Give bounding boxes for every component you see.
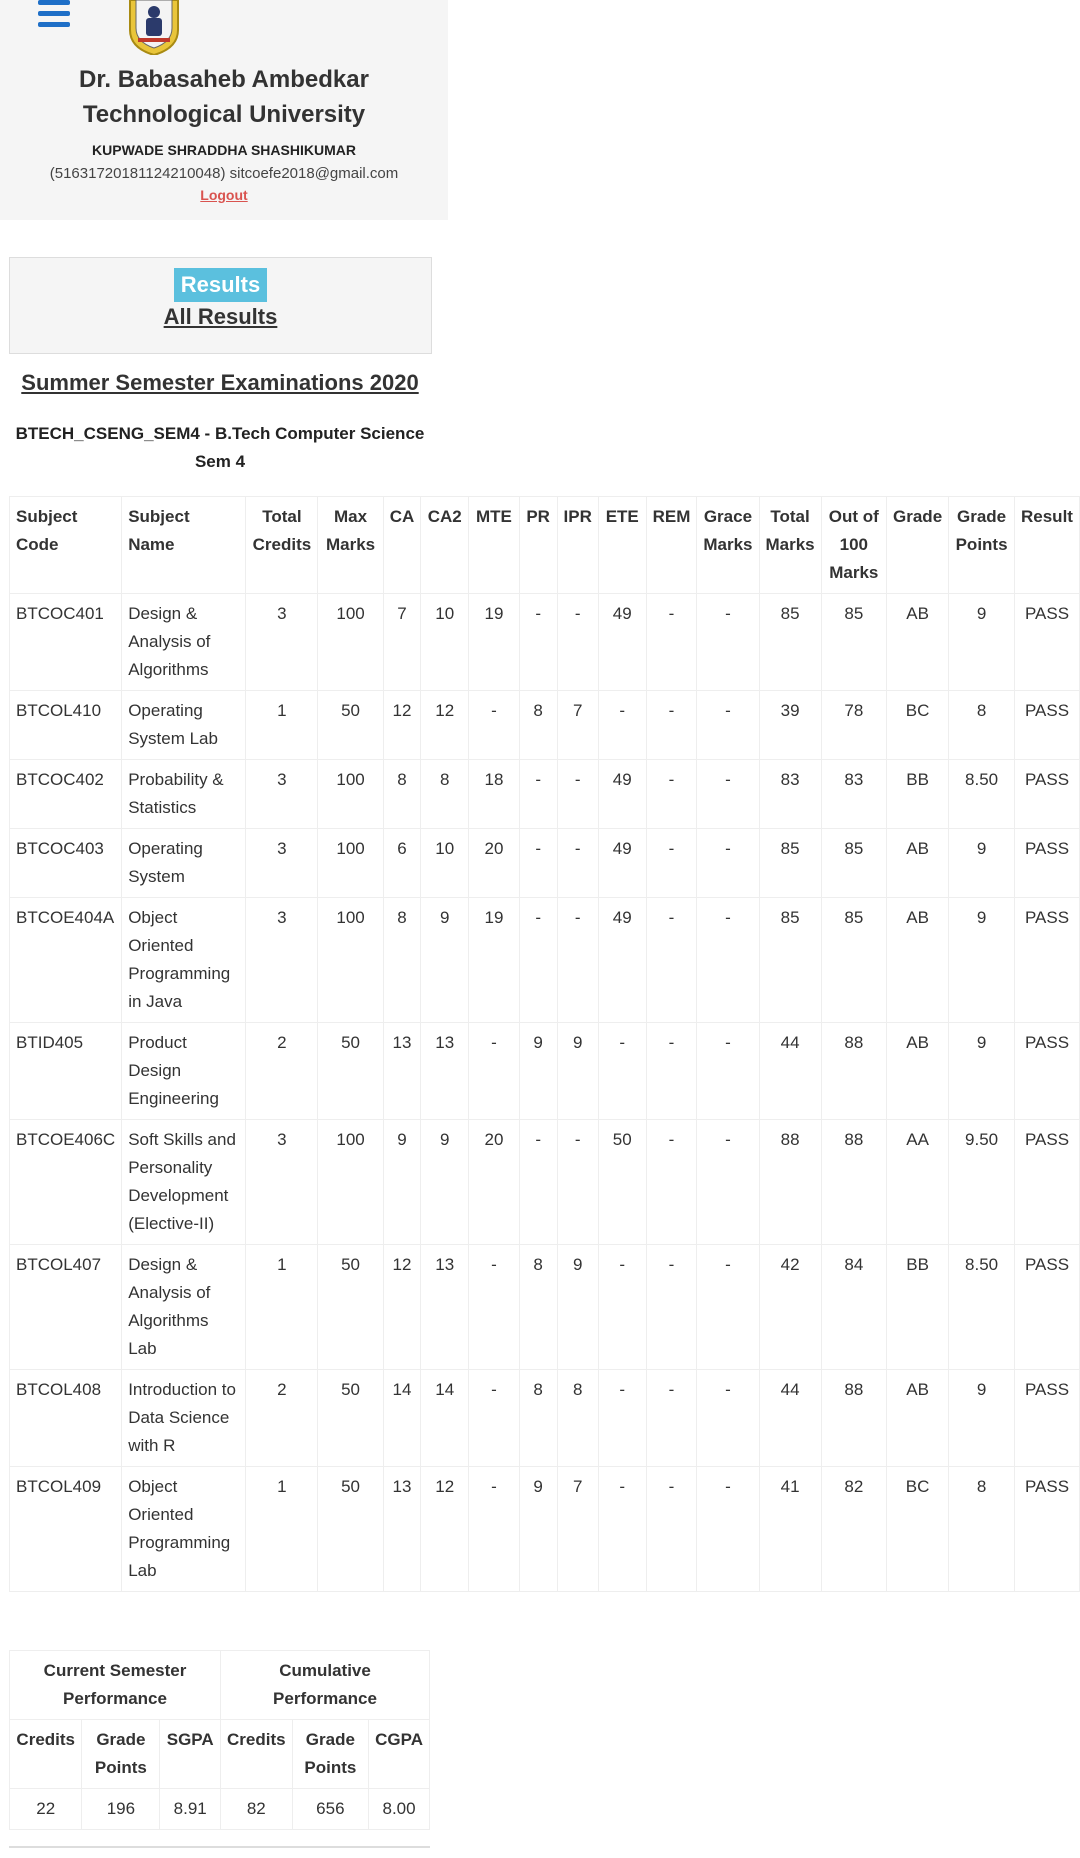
- column-header: Subject Name: [122, 497, 246, 594]
- table-cell: 12: [383, 1245, 421, 1370]
- table-cell: 9: [519, 1023, 557, 1120]
- table-cell: -: [469, 1023, 520, 1120]
- table-cell: -: [697, 898, 759, 1023]
- table-cell: BB: [887, 1245, 949, 1370]
- column-header: REM: [646, 497, 697, 594]
- table-cell: 9: [949, 594, 1015, 691]
- table-cell: 83: [759, 760, 821, 829]
- table-cell: 13: [421, 1023, 469, 1120]
- table-cell: -: [646, 1023, 697, 1120]
- perf-subheader: Credits: [10, 1720, 82, 1789]
- table-cell: -: [598, 1245, 646, 1370]
- table-cell: 9: [949, 829, 1015, 898]
- column-header: Grade Points: [949, 497, 1015, 594]
- table-cell: -: [646, 898, 697, 1023]
- performance-group-row: [10, 1651, 430, 1720]
- table-cell: PASS: [1014, 1467, 1079, 1592]
- table-cell: 2: [246, 1023, 318, 1120]
- marks-body: [10, 594, 1080, 1592]
- table-cell: BC: [887, 691, 949, 760]
- table-cell: 50: [598, 1120, 646, 1245]
- table-cell: BTCOC403: [10, 829, 122, 898]
- table-cell: 8: [383, 898, 421, 1023]
- table-cell: 78: [821, 691, 886, 760]
- table-cell: -: [646, 1120, 697, 1245]
- table-cell: 50: [318, 1023, 383, 1120]
- table-cell: PASS: [1014, 898, 1079, 1023]
- table-cell: AB: [887, 594, 949, 691]
- table-cell: -: [646, 691, 697, 760]
- table-cell: 44: [759, 1023, 821, 1120]
- table-cell: 12: [421, 1467, 469, 1592]
- table-cell: 100: [318, 760, 383, 829]
- table-cell: 9: [949, 1023, 1015, 1120]
- table-row: [10, 1370, 1080, 1467]
- table-row: [10, 1023, 1080, 1120]
- table-cell: 100: [318, 829, 383, 898]
- table-row: [10, 691, 1080, 760]
- table-cell: 20: [469, 829, 520, 898]
- marks-header-row: [10, 497, 1080, 594]
- table-cell: 9: [557, 1023, 598, 1120]
- results-nav-box: [9, 257, 432, 354]
- table-cell: Operating System: [122, 829, 246, 898]
- column-header: MTE: [469, 497, 520, 594]
- table-cell: Object Oriented Programming in Java: [122, 898, 246, 1023]
- student-id-email: (51631720181124210048) sitcoefe2018@gmail.com: [49, 165, 399, 182]
- table-cell: 88: [821, 1023, 886, 1120]
- sgpa-value: 8.91: [160, 1789, 221, 1830]
- table-cell: -: [557, 594, 598, 691]
- table-cell: AA: [887, 1120, 949, 1245]
- table-cell: AB: [887, 1370, 949, 1467]
- table-cell: -: [697, 1023, 759, 1120]
- table-cell: -: [646, 594, 697, 691]
- bottom-divider: [9, 1846, 430, 1848]
- table-cell: -: [469, 1467, 520, 1592]
- table-cell: 50: [318, 1245, 383, 1370]
- table-cell: 3: [246, 594, 318, 691]
- table-cell: -: [519, 594, 557, 691]
- table-cell: 8: [519, 1245, 557, 1370]
- column-header: CA: [383, 497, 421, 594]
- table-cell: 85: [821, 898, 886, 1023]
- perf-subheader: Credits: [221, 1720, 293, 1789]
- table-cell: 3: [246, 829, 318, 898]
- table-cell: BTCOL407: [10, 1245, 122, 1370]
- table-cell: BC: [887, 1467, 949, 1592]
- results-tab[interactable]: Results: [174, 268, 267, 302]
- table-cell: Design & Analysis of Algorithms Lab: [122, 1245, 246, 1370]
- column-header: Result: [1014, 497, 1079, 594]
- table-cell: 6: [383, 829, 421, 898]
- column-header: Max Marks: [318, 497, 383, 594]
- table-cell: -: [646, 1370, 697, 1467]
- column-header: Total Credits: [246, 497, 318, 594]
- table-cell: -: [519, 760, 557, 829]
- table-cell: BTID405: [10, 1023, 122, 1120]
- table-cell: AB: [887, 829, 949, 898]
- table-cell: 50: [318, 1370, 383, 1467]
- table-cell: -: [557, 760, 598, 829]
- cumulative-header: Cumulative Performance: [221, 1651, 430, 1720]
- table-cell: Soft Skills and Personality Development (Elective-II): [122, 1120, 246, 1245]
- table-cell: -: [646, 1467, 697, 1592]
- university-logo-icon: [124, 0, 184, 55]
- table-cell: -: [646, 1245, 697, 1370]
- table-cell: 13: [383, 1467, 421, 1592]
- column-header: Grade: [887, 497, 949, 594]
- table-cell: 9: [421, 898, 469, 1023]
- table-cell: 39: [759, 691, 821, 760]
- table-cell: -: [697, 594, 759, 691]
- current-semester-header: Current Semester Performance: [10, 1651, 221, 1720]
- table-cell: -: [519, 829, 557, 898]
- perf-subheader: SGPA: [160, 1720, 221, 1789]
- course-title: [0, 420, 440, 476]
- table-cell: Introduction to Data Science with R: [122, 1370, 246, 1467]
- table-cell: 100: [318, 898, 383, 1023]
- table-cell: -: [598, 1370, 646, 1467]
- table-cell: 13: [421, 1245, 469, 1370]
- cumulative-credits: 82: [221, 1789, 293, 1830]
- table-row: [10, 594, 1080, 691]
- perf-subheader: Grade Points: [82, 1720, 160, 1789]
- table-cell: 8: [949, 1467, 1015, 1592]
- table-cell: -: [519, 1120, 557, 1245]
- column-header: ETE: [598, 497, 646, 594]
- table-cell: 85: [759, 898, 821, 1023]
- perf-subheader: Grade Points: [292, 1720, 369, 1789]
- table-cell: 49: [598, 829, 646, 898]
- table-cell: 9.50: [949, 1120, 1015, 1245]
- table-cell: 88: [759, 1120, 821, 1245]
- table-cell: -: [646, 760, 697, 829]
- table-cell: 13: [383, 1023, 421, 1120]
- course-title-line2: Sem 4: [194, 452, 246, 471]
- table-cell: 14: [421, 1370, 469, 1467]
- table-row: [10, 760, 1080, 829]
- current-grade-points: 196: [82, 1789, 160, 1830]
- table-cell: 9: [519, 1467, 557, 1592]
- table-cell: BTCOC401: [10, 594, 122, 691]
- all-results-link[interactable]: All Results: [163, 304, 278, 329]
- student-name: KUPWADE SHRADDHA SHASHIKUMAR: [92, 142, 356, 158]
- table-cell: 49: [598, 898, 646, 1023]
- table-cell: 9: [949, 898, 1015, 1023]
- table-cell: 8: [949, 691, 1015, 760]
- table-cell: 8: [421, 760, 469, 829]
- table-cell: -: [697, 1467, 759, 1592]
- table-cell: -: [557, 1120, 598, 1245]
- table-cell: PASS: [1014, 594, 1079, 691]
- cumulative-grade-points: 656: [292, 1789, 369, 1830]
- university-name: [0, 62, 448, 132]
- hamburger-menu-icon[interactable]: [38, 0, 70, 26]
- table-cell: 9: [421, 1120, 469, 1245]
- table-cell: BTCOL408: [10, 1370, 122, 1467]
- table-cell: 100: [318, 594, 383, 691]
- table-cell: -: [469, 1245, 520, 1370]
- table-cell: -: [598, 1023, 646, 1120]
- table-cell: Product Design Engineering: [122, 1023, 246, 1120]
- table-cell: -: [697, 691, 759, 760]
- table-cell: 1: [246, 691, 318, 760]
- table-cell: 12: [383, 691, 421, 760]
- table-cell: 83: [821, 760, 886, 829]
- table-row: [10, 829, 1080, 898]
- table-cell: -: [557, 829, 598, 898]
- column-header: PR: [519, 497, 557, 594]
- table-cell: 85: [821, 829, 886, 898]
- table-cell: -: [519, 898, 557, 1023]
- table-cell: -: [598, 1467, 646, 1592]
- column-header: IPR: [557, 497, 598, 594]
- table-cell: -: [697, 829, 759, 898]
- performance-table: [9, 1650, 430, 1830]
- table-cell: 41: [759, 1467, 821, 1592]
- table-cell: 3: [246, 1120, 318, 1245]
- table-cell: 85: [821, 594, 886, 691]
- table-cell: PASS: [1014, 1120, 1079, 1245]
- table-cell: 18: [469, 760, 520, 829]
- table-cell: 9: [949, 1370, 1015, 1467]
- table-cell: PASS: [1014, 691, 1079, 760]
- table-cell: BTCOL410: [10, 691, 122, 760]
- university-name-line2: Technological University: [82, 101, 366, 128]
- table-cell: 50: [318, 1467, 383, 1592]
- table-cell: BTCOE406C: [10, 1120, 122, 1245]
- performance-values-row: [10, 1789, 430, 1830]
- table-cell: 8: [557, 1370, 598, 1467]
- perf-subheader: CGPA: [369, 1720, 430, 1789]
- table-cell: 10: [421, 594, 469, 691]
- table-cell: -: [697, 760, 759, 829]
- table-cell: 8.50: [949, 760, 1015, 829]
- table-cell: 7: [557, 1467, 598, 1592]
- table-cell: AB: [887, 1023, 949, 1120]
- column-header: CA2: [421, 497, 469, 594]
- table-cell: 1: [246, 1245, 318, 1370]
- table-cell: 49: [598, 760, 646, 829]
- cgpa-value: 8.00: [369, 1789, 430, 1830]
- table-cell: 20: [469, 1120, 520, 1245]
- column-header: Total Marks: [759, 497, 821, 594]
- table-cell: -: [469, 691, 520, 760]
- table-cell: -: [697, 1370, 759, 1467]
- table-cell: 88: [821, 1370, 886, 1467]
- table-cell: -: [646, 829, 697, 898]
- table-cell: 49: [598, 594, 646, 691]
- table-cell: BTCOE404A: [10, 898, 122, 1023]
- header-panel: [0, 0, 448, 220]
- table-row: [10, 1120, 1080, 1245]
- table-cell: AB: [887, 898, 949, 1023]
- table-cell: BTCOC402: [10, 760, 122, 829]
- table-cell: 14: [383, 1370, 421, 1467]
- table-cell: PASS: [1014, 1370, 1079, 1467]
- logout-link[interactable]: Logout: [200, 187, 248, 203]
- column-header: Subject Code: [10, 497, 122, 594]
- table-cell: 19: [469, 898, 520, 1023]
- table-row: [10, 898, 1080, 1023]
- table-cell: 3: [246, 760, 318, 829]
- table-cell: PASS: [1014, 760, 1079, 829]
- table-cell: 100: [318, 1120, 383, 1245]
- table-cell: 7: [383, 594, 421, 691]
- table-cell: 42: [759, 1245, 821, 1370]
- table-cell: 7: [557, 691, 598, 760]
- course-title-line1: BTECH_CSENG_SEM4 - B.Tech Computer Science: [15, 424, 425, 443]
- table-cell: Operating System Lab: [122, 691, 246, 760]
- performance-subheader-row: [10, 1720, 430, 1789]
- table-cell: 88: [821, 1120, 886, 1245]
- table-cell: -: [697, 1245, 759, 1370]
- exam-title: Summer Semester Examinations 2020: [21, 370, 419, 395]
- table-cell: Design & Analysis of Algorithms: [122, 594, 246, 691]
- column-header: Grace Marks: [697, 497, 759, 594]
- column-header: Out of 100 Marks: [821, 497, 886, 594]
- table-cell: 2: [246, 1370, 318, 1467]
- university-name-line1: Dr. Babasaheb Ambedkar: [79, 66, 369, 93]
- table-cell: BTCOL409: [10, 1467, 122, 1592]
- table-cell: 8: [519, 691, 557, 760]
- table-cell: 8: [519, 1370, 557, 1467]
- table-row: [10, 1467, 1080, 1592]
- table-cell: 1: [246, 1467, 318, 1592]
- table-cell: 8.50: [949, 1245, 1015, 1370]
- table-cell: -: [697, 1120, 759, 1245]
- table-cell: 85: [759, 594, 821, 691]
- table-cell: BB: [887, 760, 949, 829]
- table-cell: PASS: [1014, 829, 1079, 898]
- table-cell: PASS: [1014, 1023, 1079, 1120]
- table-cell: -: [598, 691, 646, 760]
- table-cell: -: [557, 898, 598, 1023]
- table-cell: 9: [383, 1120, 421, 1245]
- table-cell: 44: [759, 1370, 821, 1467]
- table-cell: 50: [318, 691, 383, 760]
- table-cell: 8: [383, 760, 421, 829]
- table-cell: 10: [421, 829, 469, 898]
- table-cell: 12: [421, 691, 469, 760]
- table-cell: PASS: [1014, 1245, 1079, 1370]
- marks-table: [9, 496, 1080, 1592]
- table-cell: -: [469, 1370, 520, 1467]
- table-cell: Probability & Statistics: [122, 760, 246, 829]
- table-cell: Object Oriented Programming Lab: [122, 1467, 246, 1592]
- table-cell: 9: [557, 1245, 598, 1370]
- table-cell: 3: [246, 898, 318, 1023]
- current-credits: 22: [10, 1789, 82, 1830]
- table-cell: 19: [469, 594, 520, 691]
- table-cell: 82: [821, 1467, 886, 1592]
- table-cell: 85: [759, 829, 821, 898]
- table-row: [10, 1245, 1080, 1370]
- table-cell: 84: [821, 1245, 886, 1370]
